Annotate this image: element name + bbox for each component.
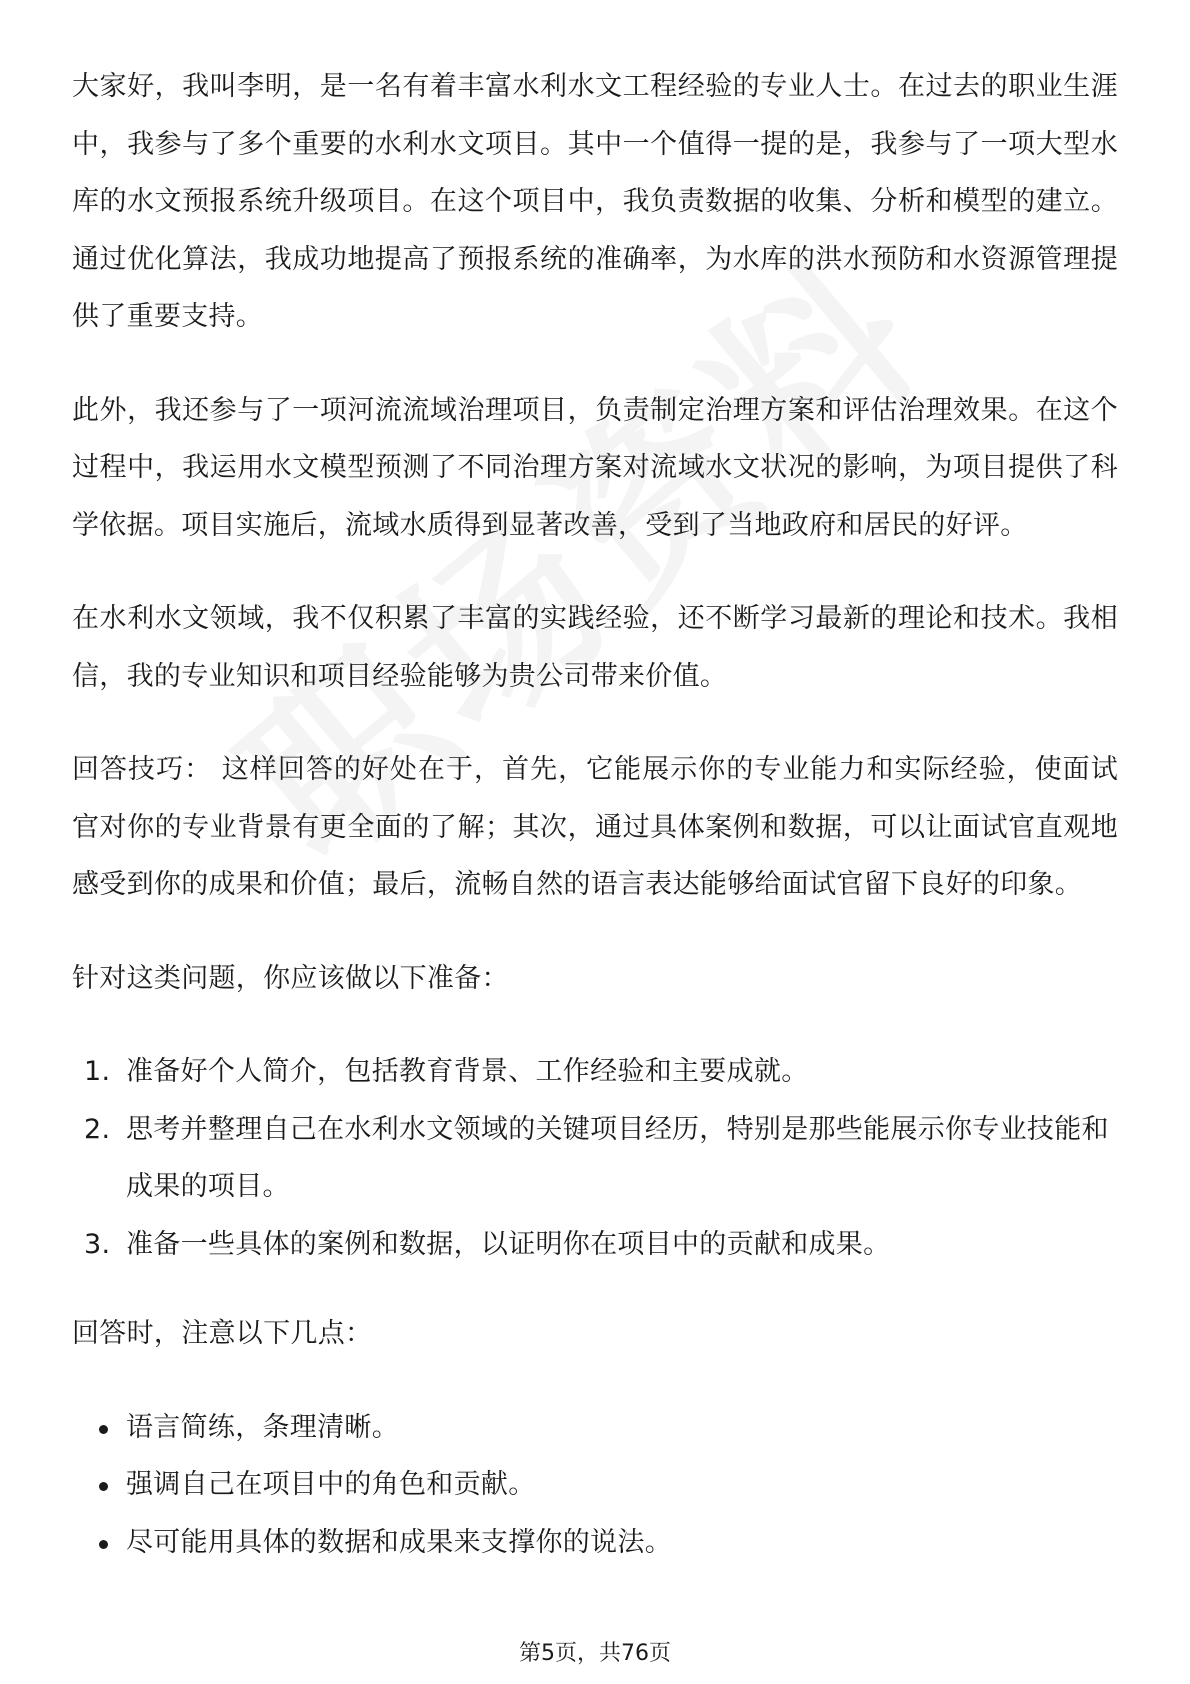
list-number: 2. [84, 1113, 111, 1145]
prep-list [72, 1043, 1118, 1273]
bullet-icon [99, 1482, 108, 1491]
list-number: 3. [84, 1228, 111, 1260]
list-item [72, 1101, 1118, 1216]
list-item-text: 思考并整理自己在水利水文领域的关键项目经历，特别是那些能展示你专业技能和成果的项目。 [126, 1113, 1109, 1202]
list-item-text: 尽可能用具体的数据和成果来支撑你的说法。 [126, 1526, 672, 1558]
paragraph-notes-intro: 回答时，注意以下几点： [72, 1318, 373, 1349]
list-item-text: 准备一些具体的案例和数据，以证明你在项目中的贡献和成果。 [126, 1228, 891, 1260]
bullet-icon [99, 1425, 108, 1434]
list-item [72, 1216, 1118, 1274]
page-number: 第5页，共76页 [519, 1641, 671, 1666]
paragraph-prep-intro: 针对这类问题，你应该做以下准备： [72, 962, 509, 994]
paragraph-closing: 在水利水文领域，我不仅积累了丰富的实践经验，还不断学习最新的理论和技术。我相信，我的专业知识和项目经验能够为贵公司带来价值。 [72, 603, 1118, 692]
list-item [72, 1456, 1118, 1514]
list-item [72, 1043, 1118, 1101]
page-content [72, 58, 1118, 1603]
list-item [72, 1514, 1118, 1572]
notes-list [72, 1399, 1118, 1572]
list-number: 1. [84, 1056, 111, 1087]
list-item-text: 语言简练，条理清晰。 [126, 1411, 399, 1443]
paragraph-river-project: 此外，我还参与了一项河流流域治理项目，负责制定治理方案和评估治理效果。在这个过程中，我运用水文模型预测了不同治理方案对流域水文状况的影响，为项目提供了科学依据。项目实施后，流域水质得到显著改善，受到了当地政府和居民的好评。 [72, 394, 1118, 541]
list-item-text: 准备好个人简介，包括教育背景、工作经验和主要成就。 [126, 1056, 809, 1087]
paragraph-intro: 大家好，我叫李明，是一名有着丰富水利水文工程经验的专业人士。在过去的职业生涯中，我参与了多个重要的水利水文项目。其中一个值得一提的是，我参与了一项大型水库的水文预报系统升级项目。在这个项目中，我负责数据的收集、分析和模型的建立。通过优化算法，我成功地提高了预报系统的准确率，为水库的洪水预防和水资源管理提供了重要支持。 [72, 71, 1118, 332]
list-item [72, 1399, 1118, 1457]
bullet-icon [99, 1540, 108, 1549]
paragraph-answer-tips: 回答技巧： 这样回答的好处在于，首先，它能展示你的专业能力和实际经验，使面试官对你的专业背景有更全面的了解；其次，通过具体案例和数据，可以让面试官直观地感受到你的成果和价值；最后，流畅自然的语言表达能够给面试官留下良好的印象。 [72, 754, 1118, 900]
list-item-text: 强调自己在项目中的角色和贡献。 [126, 1469, 536, 1500]
